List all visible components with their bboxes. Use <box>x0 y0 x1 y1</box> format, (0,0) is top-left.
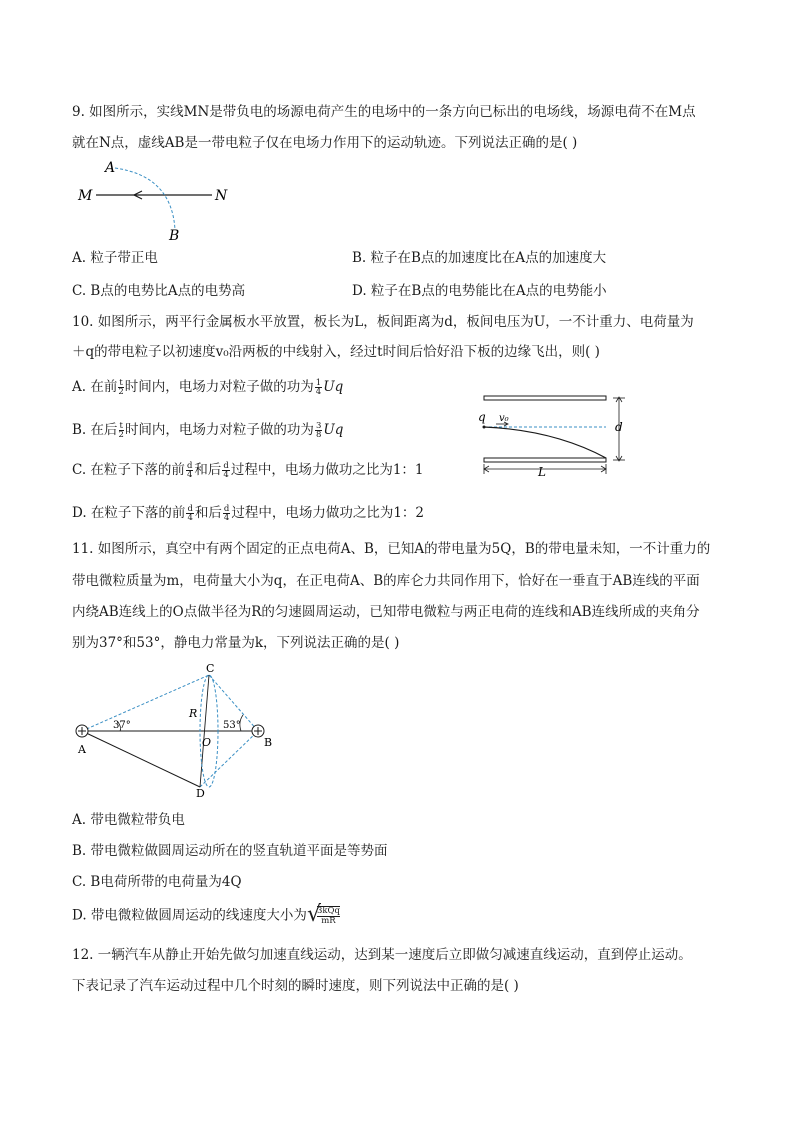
q10-option-c <box>72 461 424 479</box>
label-d: D <box>196 787 205 800</box>
q9-stem-line2: 就在N点，虚线AB是一带电粒子仅在电场力作用下的运动轨迹。下列说法正确的是( ) <box>72 135 578 151</box>
label-r: R <box>189 707 198 720</box>
label-c: C <box>206 662 215 675</box>
label-n: N <box>215 188 228 204</box>
q10-option-d-mid: 和后 <box>194 505 222 521</box>
q11-option-d-pre: D. 带电微粒做圆周运动的线速度大小为 <box>72 907 307 924</box>
particle-dot <box>483 426 486 429</box>
q10-option-b-pre: B. 在后 <box>72 422 118 438</box>
q11-stem-line2: 带电微粒质量为m，电荷量大小为q，在正电荷A、B的库仑力共同作用下，恰好在一垂直于AB连线的平面 <box>72 573 700 589</box>
label-angle-37: 37° <box>113 720 131 731</box>
q11-stem-line4: 别为37°和53°，静电力常量为k，下列说法正确的是( ) <box>72 635 400 651</box>
q9-option-c: C. B点的电势比A点的电势高 <box>72 283 246 299</box>
q10-option-a <box>72 378 343 396</box>
q10-option-a-mid: 时间内，电场力对粒子做的功为 <box>124 379 314 395</box>
fraction-3-over-8: $\frac{3}{8}$ <box>315 421 322 440</box>
q10-option-a-pre: A. 在前 <box>72 379 118 395</box>
fraction-t-over-2: $\frac{t}{2}$ <box>118 378 124 397</box>
ad-line <box>82 731 200 787</box>
label-v0: v₀ <box>499 413 509 424</box>
q10-option-c-mid: 和后 <box>194 462 222 478</box>
q11-stem-line1: 11. 如图所示，真空中有两个固定的正点电荷A、B，已知A的带电量为5Q，B的带电量未知，一不计重力的 <box>72 541 711 557</box>
label-b: B <box>169 228 180 244</box>
label-l: L <box>538 465 546 479</box>
q11-option-a: A. 带电微粒带负电 <box>72 812 185 828</box>
q10-option-b-end: Uq <box>323 422 344 438</box>
q10-option-d-pre: D. 在粒子下落的前 <box>72 505 186 521</box>
q12-stem-line2: 下表记录了汽车运动过程中几个时刻的瞬时速度，则下列说法中正确的是( ) <box>72 978 519 994</box>
q9-option-d: D. 粒子在B点的电势能比在A点的电势能小 <box>352 283 607 299</box>
q11-circular-motion-figure <box>70 660 280 800</box>
q10-parallel-plates-figure <box>474 390 634 480</box>
fraction-d-over-4: $\frac{d}{4}$ <box>187 504 193 523</box>
q11-option-b: B. 带电微粒做圆周运动所在的竖直轨道平面是等势面 <box>72 843 388 859</box>
label-q: q <box>478 410 486 424</box>
label-o: O <box>202 736 212 749</box>
ab-trajectory <box>115 168 175 230</box>
label-a: A <box>105 160 116 176</box>
q10-option-c-end: 过程中，电场力做功之比为1：1 <box>230 462 424 478</box>
q11-option-c: C. B电荷所带的电荷量为4Q <box>72 874 242 890</box>
q9-field-line-figure <box>72 158 242 244</box>
q11-option-d <box>72 902 340 927</box>
q10-option-d-end: 过程中，电场力做功之比为1：2 <box>231 505 425 521</box>
q10-option-a-end: Uq <box>323 379 344 395</box>
q10-option-d <box>72 504 424 522</box>
q10-stem-line2: ＋q的带电粒子以初速度v₀沿两板的中线射入，经过t时间后恰好沿下板的边缘飞出，则( ) <box>72 344 600 360</box>
fraction-d-over-4: $\frac{d}{4}$ <box>223 504 230 523</box>
sqrt-expression <box>306 902 340 927</box>
q9-option-a: A. 粒子带正电 <box>72 250 158 266</box>
label-angle-53: 53° <box>223 720 241 731</box>
sqrt-numerator: 3kQq <box>316 906 340 916</box>
q12-stem-line1: 12. 一辆汽车从静止开始先做匀加速直线运动，达到某一速度后立即做匀减速直线运动，直到停止运动。 <box>72 947 692 963</box>
fraction-d-over-4: $\frac{d}{4}$ <box>223 461 229 480</box>
q10-option-b-mid: 时间内，电场力对粒子做的功为 <box>124 422 314 438</box>
fraction-1-over-4: $\frac{1}{4}$ <box>315 378 322 397</box>
fraction-d-over-4: $\frac{d}{4}$ <box>186 461 193 480</box>
label-m: M <box>78 188 93 204</box>
sqrt-denominator: mR <box>321 916 336 926</box>
lower-plate <box>484 458 606 462</box>
q10-option-b <box>72 421 343 439</box>
q9-stem-line1: 9. 如图所示，实线MN是带负电的场源电荷产生的电场中的一条方向已标出的电场线，场源电荷不在M点 <box>72 104 696 120</box>
label-b: B <box>264 736 273 749</box>
sqrt-radical-icon: √ <box>306 902 321 927</box>
particle-trajectory <box>484 427 606 458</box>
q9-option-b: B. 粒子在B点的加速度比在A点的加速度大 <box>352 250 607 266</box>
label-d: d <box>615 420 623 434</box>
fraction-t-over-2: $\frac{t}{2}$ <box>118 421 124 440</box>
label-a: A <box>78 743 86 756</box>
upper-plate <box>484 396 606 400</box>
ac-line <box>82 675 209 731</box>
q11-stem-line3: 内绕AB连线上的O点做半径为R的匀速圆周运动，已知带电微粒与两正电荷的连线和AB连线所成的夹角分 <box>72 604 700 620</box>
q10-stem-line1: 10. 如图所示，两平行金属板水平放置，板长为L，板间距离为d，板间电压为U，一不计重力、电荷量为 <box>72 314 694 330</box>
q10-option-c-pre: C. 在粒子下落的前 <box>72 462 185 478</box>
